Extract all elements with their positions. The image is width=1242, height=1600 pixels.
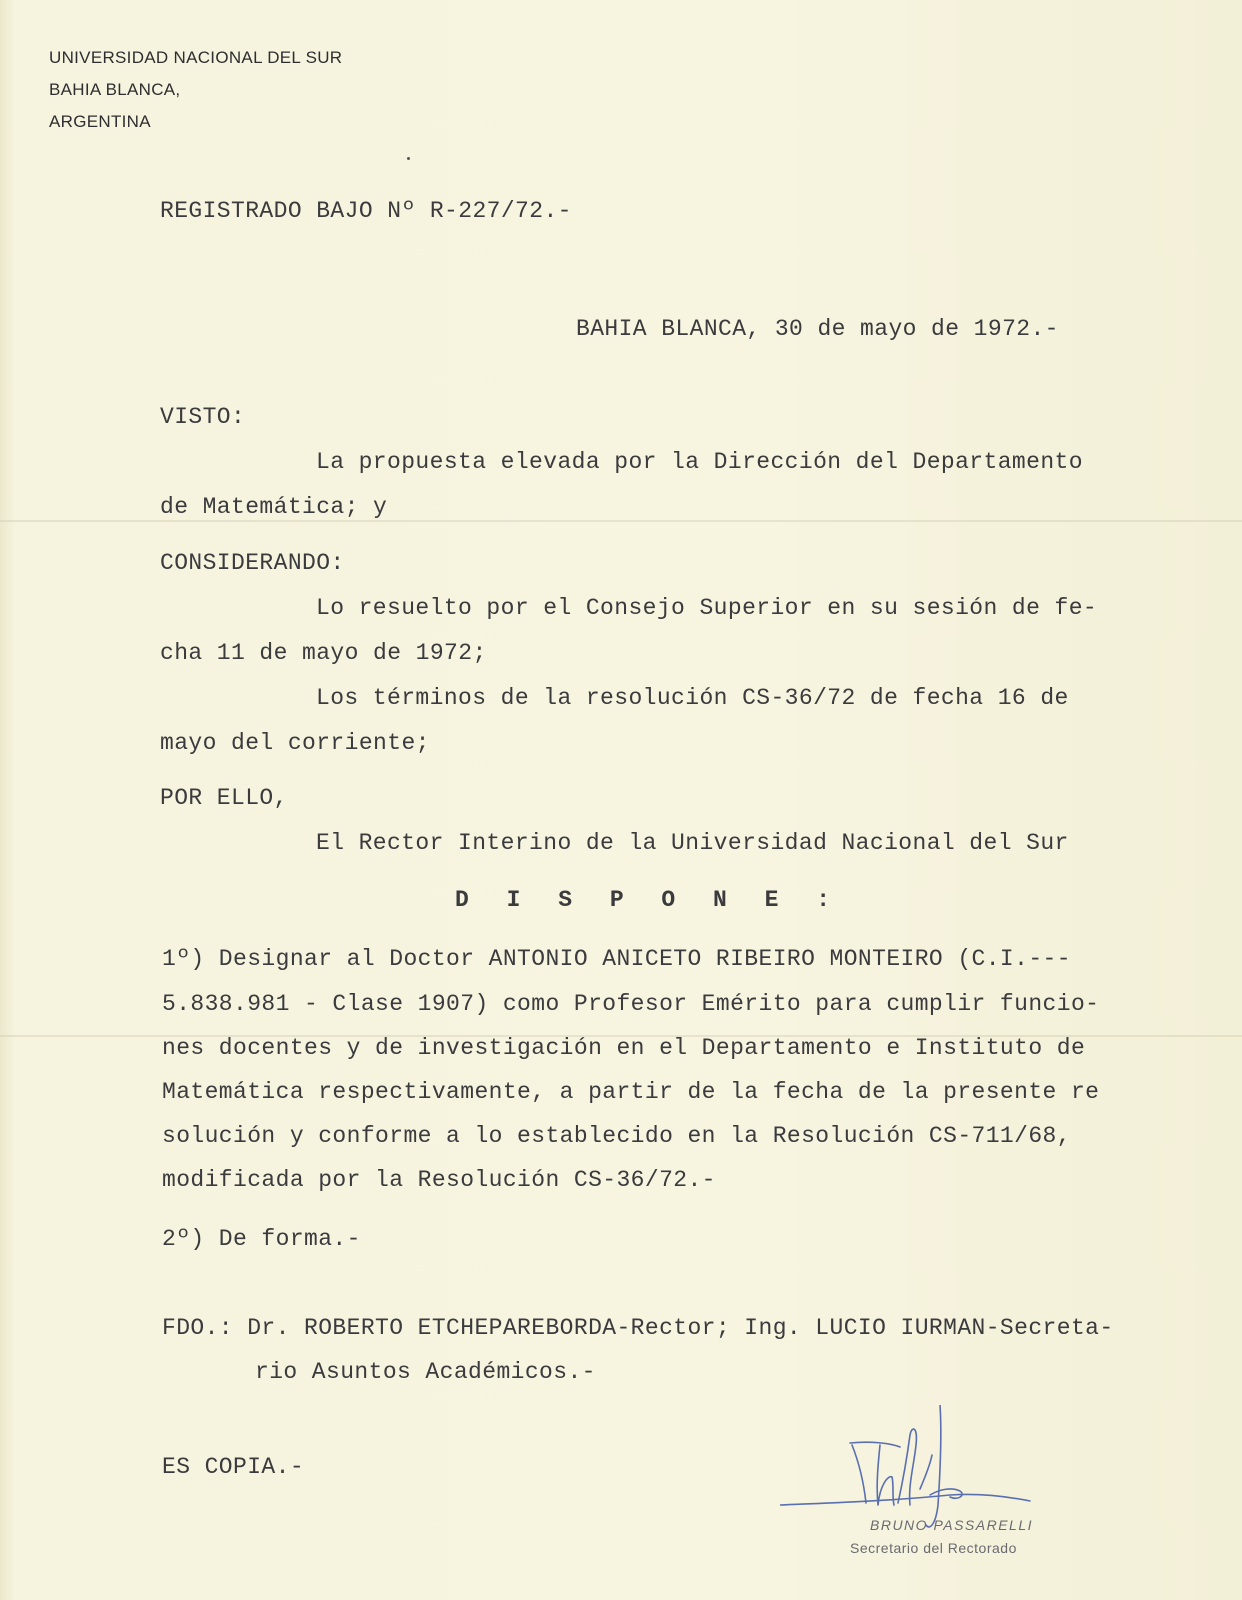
date-line: BAHIA BLANCA, 30 de mayo de 1972.- <box>576 316 1059 342</box>
ink-speck <box>407 157 410 160</box>
article-1-line: 5.838.981 - Clase 1907) como Profesor Emérito para cumplir funcio- <box>162 991 1100 1017</box>
copy-note: ES COPIA.- <box>162 1454 305 1480</box>
considerando-line: Lo resuelto por el Consejo Superior en su sesión de fe- <box>316 595 1098 621</box>
stamp-name: BRUNO PASSARELLI <box>870 1517 1034 1533</box>
letterhead-university: UNIVERSIDAD NACIONAL DEL SUR <box>49 48 343 67</box>
article-1-line: solución y conforme a lo establecido en la Resolución CS-711/68, <box>162 1123 1071 1149</box>
article-2: 2º) De forma.- <box>162 1226 361 1252</box>
letterhead <box>49 42 342 138</box>
signed-by-line: FDO.: Dr. ROBERTO ETCHEPAREBORDA-Rector; Ing. LUCIO IURMAN-Secreta- <box>162 1315 1114 1341</box>
considerando-line: mayo del corriente; <box>160 730 430 756</box>
letterhead-country: ARGENTINA <box>49 112 151 131</box>
article-1-line: modificada por la Resolución CS-36/72.- <box>162 1167 716 1193</box>
considerando-line: cha 11 de mayo de 1972; <box>160 640 487 666</box>
visto-heading: VISTO: <box>160 404 246 430</box>
article-1-line: nes docentes y de investigación en el Departamento e Instituto de <box>162 1035 1086 1061</box>
letterhead-city: BAHIA BLANCA, <box>49 80 181 99</box>
dispone-heading: D I S P O N E : <box>455 887 843 913</box>
registration-number: REGISTRADO BAJO Nº R-227/72.- <box>160 198 572 224</box>
visto-line: de Matemática; y <box>160 494 388 520</box>
stamp-title: Secretario del Rectorado <box>850 1540 1017 1556</box>
article-1-line: Matemática respectivamente, a partir de la fecha de la presente re <box>162 1079 1100 1105</box>
por-ello-heading: POR ELLO, <box>160 785 288 811</box>
article-1-line: 1º) Designar al Doctor ANTONIO ANICETO RIBEIRO MONTEIRO (C.I.--- <box>162 946 1071 972</box>
por-ello-line: El Rector Interino de la Universidad Nacional del Sur <box>316 830 1069 856</box>
considerando-line: Los términos de la resolución CS-36/72 de fecha 16 de <box>316 685 1069 711</box>
visto-line: La propuesta elevada por la Dirección del Departamento <box>316 449 1083 475</box>
signed-by-line: rio Asuntos Académicos.- <box>255 1359 596 1385</box>
considerando-heading: CONSIDERANDO: <box>160 550 345 576</box>
